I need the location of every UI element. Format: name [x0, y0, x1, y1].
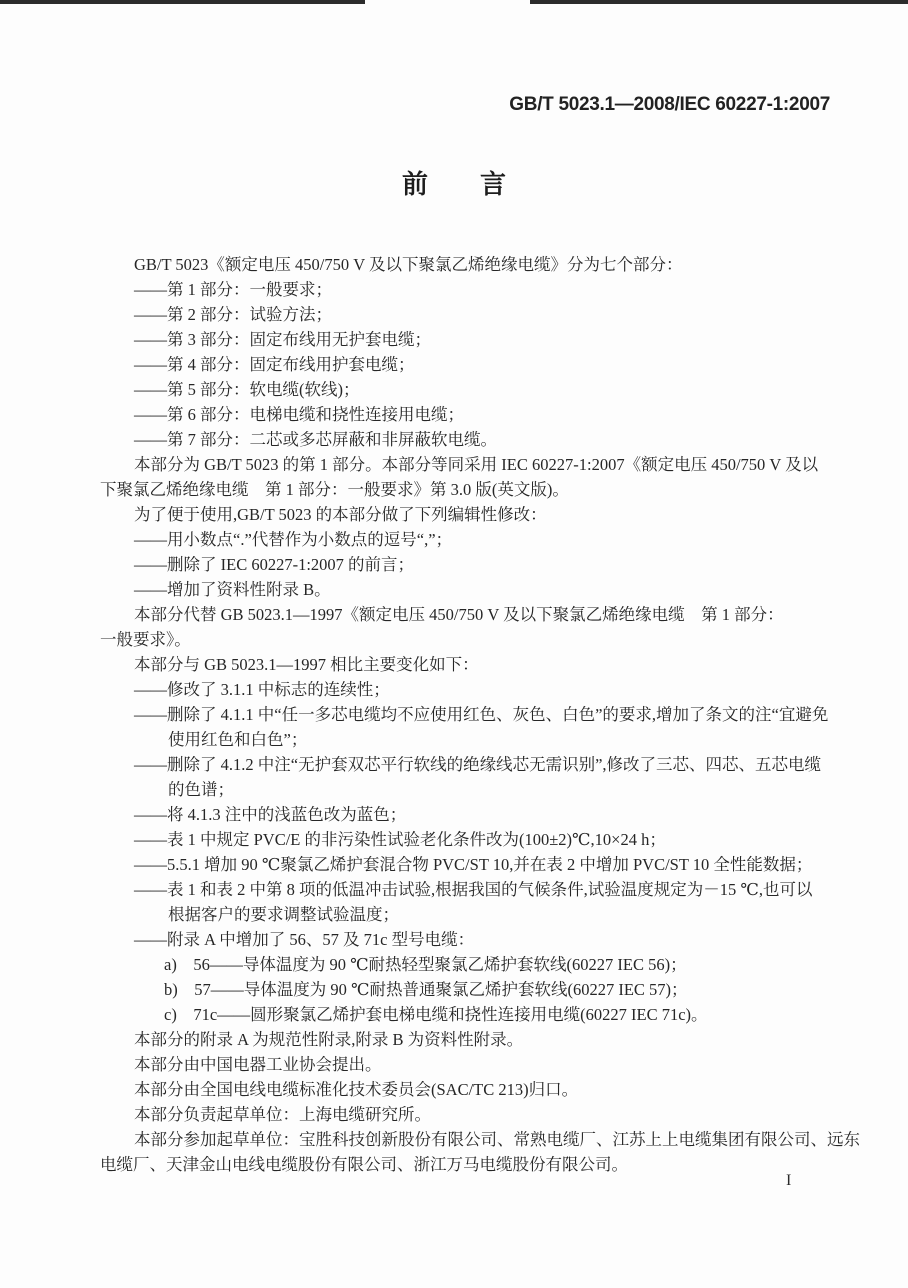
body-line: GB/T 5023《额定电压 450/750 V 及以下聚氯乙烯绝缘电缆》分为七个部分： — [134, 255, 683, 274]
body-line: 使用红色和白色”； — [168, 730, 308, 749]
body-line: ——第 1 部分：一般要求； — [134, 280, 332, 299]
body-line: ——5.5.1 增加 90 ℃聚氯乙烯护套混合物 PVC/ST 10,并在表 2 中增加 PVC/ST 10 全性能数据； — [134, 855, 813, 874]
body-line: ——第 4 部分：固定布线用护套电缆； — [134, 355, 415, 374]
body-line: ——第 2 部分：试验方法； — [134, 305, 332, 324]
body-line: 为了便于使用,GB/T 5023 的本部分做了下列编辑性修改： — [134, 505, 547, 524]
body-line: 本部分代替 GB 5023.1—1997《额定电压 450/750 V 及以下聚氯乙烯绝缘电缆 第 1 部分： — [134, 605, 784, 624]
body-line: 本部分为 GB/T 5023 的第 1 部分。本部分等同采用 IEC 60227-1:2007《额定电压 450/750 V 及以 — [134, 455, 819, 474]
body-line: 本部分参加起草单位：宝胜科技创新股份有限公司、常熟电缆厂、江苏上上电缆集团有限公司、远东 — [134, 1130, 860, 1149]
body-line: ——将 4.1.3 注中的浅蓝色改为蓝色； — [134, 805, 407, 824]
body-line: ——删除了 IEC 60227-1:2007 的前言； — [134, 555, 415, 574]
body-line: ——第 5 部分：软电缆(软线)； — [134, 380, 360, 399]
top-border-bar-left — [0, 0, 365, 4]
body-line: 的色谱； — [168, 780, 234, 799]
body-line: 根据客户的要求调整试验温度； — [168, 905, 399, 924]
top-border-bar-right — [530, 0, 908, 4]
body-line: ——用小数点“.”代替作为小数点的逗号“,”； — [134, 530, 453, 549]
body-line: ——表 1 和表 2 中第 8 项的低温冲击试验,根据我国的气候条件,试验温度规定为－15 ℃,也可以 — [134, 880, 813, 899]
body-line: ——删除了 4.1.2 中注“无护套双芯平行软线的绝缘线芯无需识别”,修改了三芯、四芯、五芯电缆 — [134, 755, 822, 774]
body-line: 电缆厂、天津金山电线电缆股份有限公司、浙江万马电缆股份有限公司。 — [100, 1155, 628, 1174]
body-line: 下聚氯乙烯绝缘电缆 第 1 部分：一般要求》第 3.0 版(英文版)。 — [100, 480, 569, 499]
body-line: ——删除了 4.1.1 中“任一多芯电缆均不应使用红色、灰色、白色”的要求,增加了条文的注“宜避免 — [134, 705, 829, 724]
body-line: ——第 7 部分：二芯或多芯屏蔽和非屏蔽软电缆。 — [134, 430, 497, 449]
body-line: 本部分负责起草单位：上海电缆研究所。 — [134, 1105, 431, 1124]
body-line: 一般要求》。 — [100, 630, 191, 649]
page-number: I — [786, 1172, 792, 1189]
body-line: a) 56——导体温度为 90 ℃耐热轻型聚氯乙烯护套软线(60227 IEC 56)； — [164, 955, 687, 974]
page-title: 前 言 — [401, 169, 506, 199]
body-line: c) 71c——圆形聚氯乙烯护套电梯电缆和挠性连接用电缆(60227 IEC 71c)。 — [164, 1005, 708, 1024]
body-text — [100, 252, 860, 1177]
body-line: ——表 1 中规定 PVC/E 的非污染性试验老化条件改为(100±2)℃,10×24 h； — [134, 830, 666, 849]
body-line: ——第 6 部分：电梯电缆和挠性连接用电缆； — [134, 405, 464, 424]
body-line: b) 57——导体温度为 90 ℃耐热普通聚氯乙烯护套软线(60227 IEC 57)； — [164, 980, 688, 999]
standard-code-header: GB/T 5023.1—2008/IEC 60227-1:2007 — [509, 94, 830, 115]
body-line: 本部分由中国电器工业协会提出。 — [134, 1055, 382, 1074]
body-line: 本部分与 GB 5023.1—1997 相比主要变化如下： — [134, 655, 479, 674]
body-line: ——增加了资料性附录 B。 — [134, 580, 331, 599]
body-line: 本部分的附录 A 为规范性附录,附录 B 为资料性附录。 — [134, 1030, 524, 1049]
body-line: 本部分由全国电线电缆标准化技术委员会(SAC/TC 213)归口。 — [134, 1080, 579, 1099]
body-line: ——修改了 3.1.1 中标志的连续性； — [134, 680, 390, 699]
body-line: ——第 3 部分：固定布线用无护套电缆； — [134, 330, 431, 349]
body-line: ——附录 A 中增加了 56、57 及 71c 型号电缆： — [134, 930, 475, 949]
